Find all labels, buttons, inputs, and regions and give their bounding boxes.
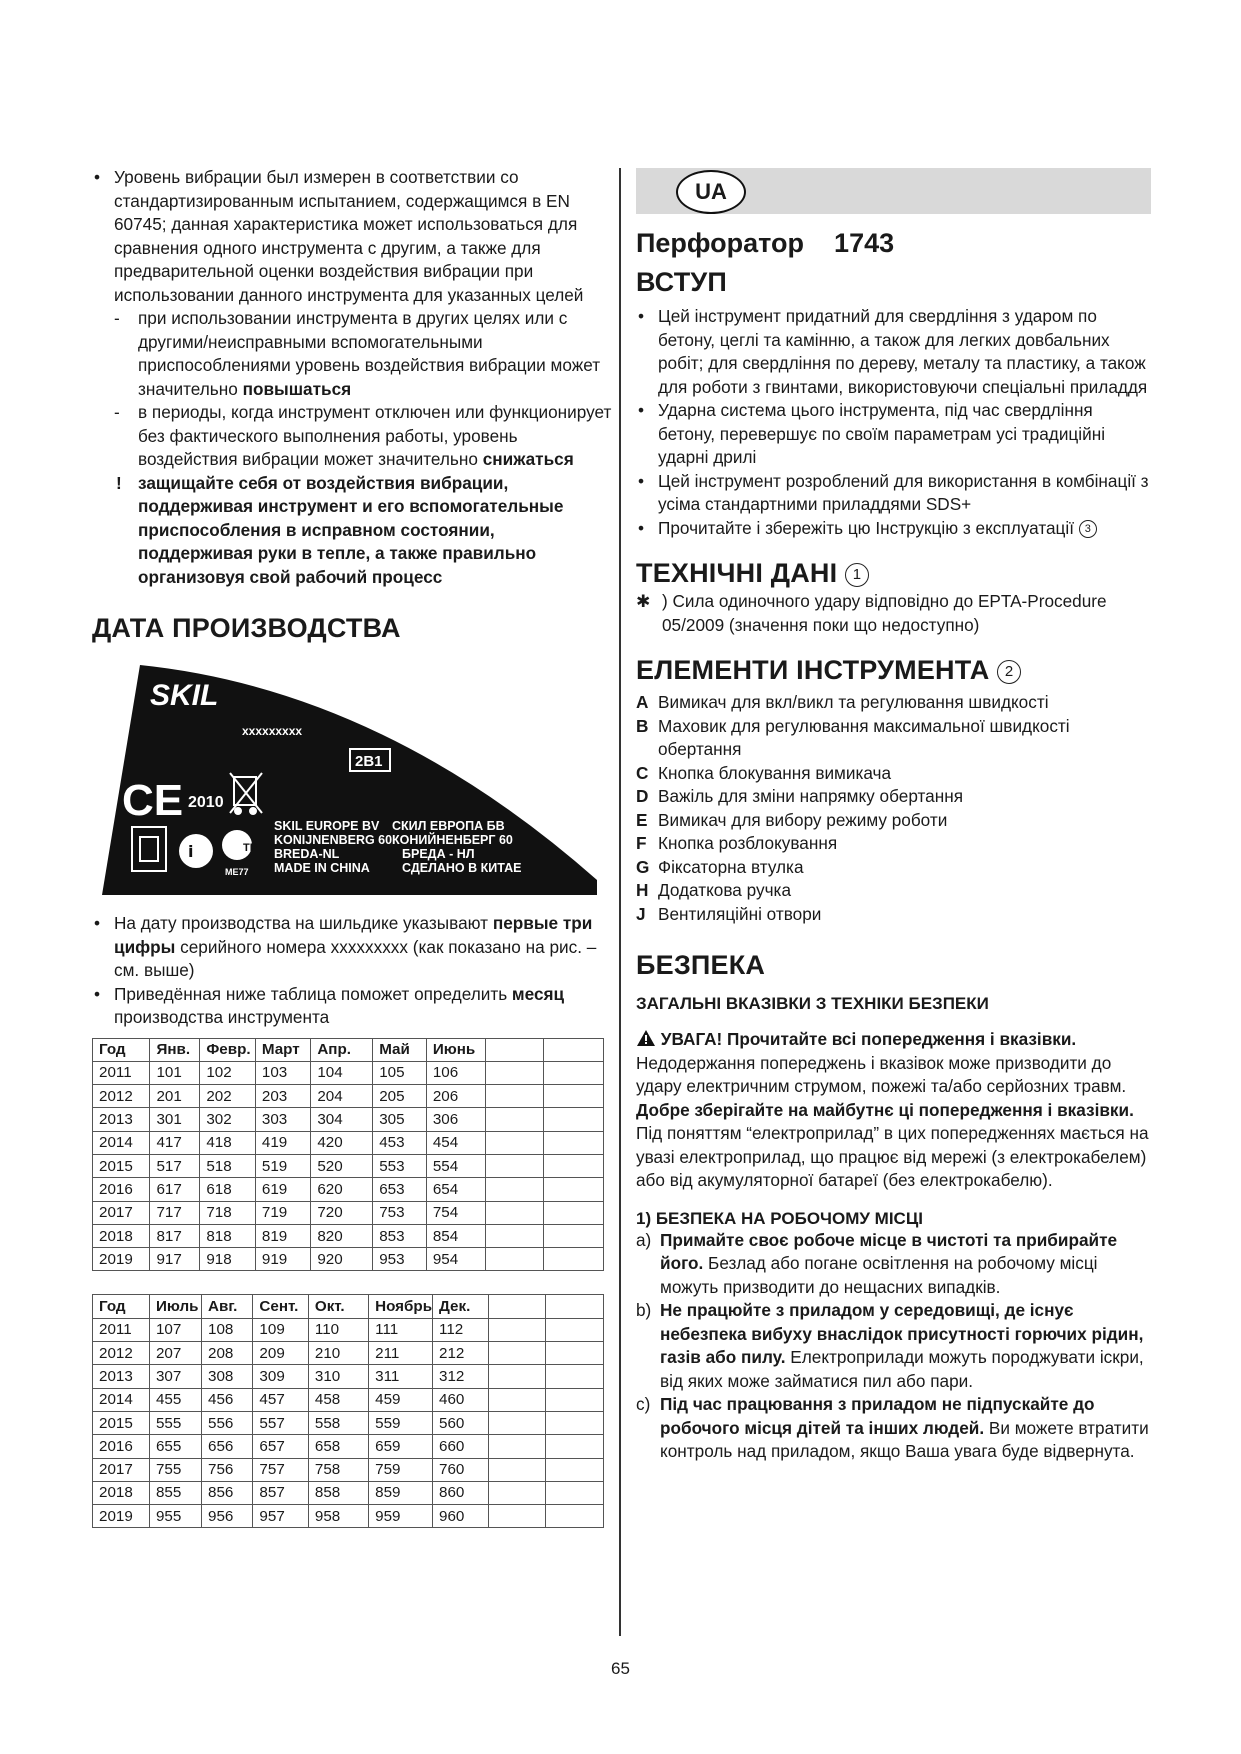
table-header-cell: Июль	[149, 1295, 201, 1318]
table-cell	[544, 1131, 604, 1154]
element-item: D Важіль для зміни напрямку обертання	[636, 786, 964, 806]
table-cell: 855	[149, 1481, 201, 1504]
svg-text:MADE IN CHINA: MADE IN CHINA	[274, 861, 370, 875]
table-cell	[489, 1481, 546, 1504]
table-cell: 2014	[93, 1388, 150, 1411]
table-row	[93, 1458, 604, 1481]
table-cell	[489, 1435, 546, 1458]
table-cell: 520	[311, 1154, 373, 1177]
table-cell: 853	[373, 1224, 427, 1247]
element-item: B Маховик для регулювання максимальної швидкості обертання	[636, 715, 1070, 759]
table-cell	[486, 1085, 544, 1108]
column-divider	[619, 168, 621, 1636]
table-cell: 101	[150, 1061, 200, 1084]
table-header-cell: Дек.	[433, 1295, 489, 1318]
table-header-cell: Май	[373, 1038, 427, 1061]
table-cell: 518	[200, 1154, 256, 1177]
table-cell: 755	[149, 1458, 201, 1481]
intro-bullet: • Цей інструмент придатний для свердління з ударом по бетону, цеглі та камінню, а також для легких довбальних робіт; для свердління по дереву, металу та пластику, а також для роботи з гвинтами, використовуючи спеціальні приладдя	[636, 305, 1151, 399]
table-cell	[545, 1458, 603, 1481]
table-cell: 2013	[93, 1365, 150, 1388]
table-header-cell	[545, 1295, 603, 1318]
table-cell	[486, 1201, 544, 1224]
table-header-row	[93, 1038, 604, 1061]
table-cell: 457	[253, 1388, 308, 1411]
table-cell: 305	[373, 1108, 427, 1131]
table-cell: 857	[253, 1481, 308, 1504]
table-cell: 203	[255, 1085, 310, 1108]
table-cell	[545, 1481, 603, 1504]
tech-heading: ТЕХНІЧНІ ДАНІ 1	[636, 556, 1151, 590]
table-cell	[486, 1178, 544, 1201]
table-cell	[545, 1388, 603, 1411]
table-header-cell: Авг.	[202, 1295, 253, 1318]
table-cell	[545, 1505, 603, 1528]
date-bullet-2: • Приведённая ниже таблица поможет определить месяц производства инструмента	[92, 983, 612, 1030]
table-cell: 756	[202, 1458, 253, 1481]
table-cell: 957	[253, 1505, 308, 1528]
table-cell	[545, 1435, 603, 1458]
table-cell: 112	[433, 1318, 489, 1341]
table-cell: 2019	[93, 1505, 150, 1528]
table-cell: 453	[373, 1131, 427, 1154]
table-cell: 417	[150, 1131, 200, 1154]
table-cell: 619	[255, 1178, 310, 1201]
svg-text:КОНИЙНЕНБЕРГ 60: КОНИЙНЕНБЕРГ 60	[392, 833, 513, 847]
table-cell: 308	[202, 1365, 253, 1388]
table-cell: 655	[149, 1435, 201, 1458]
table-cell: 108	[202, 1318, 253, 1341]
table-row	[93, 1061, 604, 1084]
table-cell: 303	[255, 1108, 310, 1131]
table-header-cell: Февр.	[200, 1038, 256, 1061]
svg-text:BREDA-NL: BREDA-NL	[274, 847, 340, 861]
table-row	[93, 1365, 604, 1388]
table-cell	[544, 1224, 604, 1247]
table-header-cell: Окт.	[308, 1295, 368, 1318]
vibration-dash-1: - при использовании инструмента в других целях или с другими/неисправными вспомогательными приспособлениями уровень воздействия вибрации может значительно повышаться	[114, 308, 601, 399]
table-cell: 658	[308, 1435, 368, 1458]
table-cell: 819	[255, 1224, 310, 1247]
plate-brand: SKIL	[150, 679, 219, 712]
table-cell: 754	[426, 1201, 486, 1224]
table-cell: 2019	[93, 1248, 150, 1271]
table-cell: 420	[311, 1131, 373, 1154]
table-cell	[544, 1201, 604, 1224]
element-item: H Додаткова ручка	[636, 880, 792, 900]
element-item: F Кнопка розблокування	[636, 833, 838, 853]
table-cell: 301	[150, 1108, 200, 1131]
svg-text:СДЕЛАНО В КИТАЕ: СДЕЛАНО В КИТАЕ	[402, 861, 522, 875]
table-cell: 2016	[93, 1178, 150, 1201]
table-cell	[486, 1224, 544, 1247]
element-item: C Кнопка блокування вимикача	[636, 762, 892, 783]
table-cell: 954	[426, 1248, 486, 1271]
table-cell: 519	[255, 1154, 310, 1177]
safety-subheading: ЗАГАЛЬНІ ВКАЗІВКИ З ТЕХНІКИ БЕЗПЕКИ	[636, 994, 989, 1013]
rating-plate-graphic	[92, 655, 602, 900]
table-cell: 858	[308, 1481, 368, 1504]
table-cell: 860	[433, 1481, 489, 1504]
table-cell: 818	[200, 1224, 256, 1247]
table-cell: 917	[150, 1248, 200, 1271]
language-bar	[636, 168, 1151, 214]
table-row	[93, 1201, 604, 1224]
table-cell: 110	[308, 1318, 368, 1341]
table-cell: 758	[308, 1458, 368, 1481]
table-cell: 106	[426, 1061, 486, 1084]
table-cell: 555	[149, 1411, 201, 1434]
element-item: A Вимикач для вкл/викл та регулювання швидкості	[636, 692, 1049, 712]
table-cell: 554	[426, 1154, 486, 1177]
table-cell: 207	[149, 1342, 201, 1365]
table-cell: 517	[150, 1154, 200, 1177]
table-cell: 111	[369, 1318, 433, 1341]
table-cell: 859	[369, 1481, 433, 1504]
table-cell	[489, 1318, 546, 1341]
table-row	[93, 1178, 604, 1201]
table-cell: 719	[255, 1201, 310, 1224]
table-cell	[545, 1318, 603, 1341]
table-header-row	[93, 1295, 604, 1318]
table-cell: 955	[149, 1505, 201, 1528]
table-cell: 211	[369, 1342, 433, 1365]
table-cell: 109	[253, 1318, 308, 1341]
table-cell	[544, 1154, 604, 1177]
table-cell: 620	[311, 1178, 373, 1201]
workplace-item: a) Примайте своє робоче місце в чистоті та прибирайте його. Безлад або погане освітлення на робочому місці можуть призводити до нещасних випадків.	[636, 1229, 1118, 1297]
table-cell: 311	[369, 1365, 433, 1388]
table-cell: 2012	[93, 1342, 150, 1365]
table-cell	[544, 1248, 604, 1271]
elements-list	[636, 691, 1151, 926]
table-header-cell	[489, 1295, 546, 1318]
table-cell: 759	[369, 1458, 433, 1481]
table-cell: 306	[426, 1108, 486, 1131]
table-cell: 312	[433, 1365, 489, 1388]
table-header-cell: Год	[93, 1038, 150, 1061]
table-cell: 920	[311, 1248, 373, 1271]
table-cell: 455	[149, 1388, 201, 1411]
table-row	[93, 1342, 604, 1365]
table-cell	[486, 1131, 544, 1154]
read-manual-icon	[179, 834, 213, 868]
table-cell: 558	[308, 1411, 368, 1434]
table-row	[93, 1085, 604, 1108]
table-cell: 105	[373, 1061, 427, 1084]
table-cell: 104	[311, 1061, 373, 1084]
table-cell: 102	[200, 1061, 256, 1084]
element-item: J Вентиляційні отвори	[636, 903, 822, 924]
table-cell: 959	[369, 1505, 433, 1528]
table-cell	[544, 1061, 604, 1084]
warning-triangle-icon	[636, 1029, 656, 1047]
table-cell: 2014	[93, 1131, 150, 1154]
workplace-list	[636, 1229, 1151, 1464]
figure-ref-3: 3	[1079, 520, 1097, 538]
table-row	[93, 1505, 604, 1528]
table-cell: 654	[426, 1178, 486, 1201]
table-cell: 307	[149, 1365, 201, 1388]
table-cell: 854	[426, 1224, 486, 1247]
table-cell: 953	[373, 1248, 427, 1271]
table-row	[93, 1411, 604, 1434]
svg-text:СКИЛ ЕВРОПА БВ: СКИЛ ЕВРОПА БВ	[392, 819, 505, 833]
vibration-warning: ! защищайте себя от воздействия вибрации, поддерживая инструмент и его вспомогательные приспособления в исправном состоянии, поддерживая руки в тепле, а также правильно организовуя свой рабочий процесс	[116, 472, 564, 587]
intro-list	[636, 305, 1151, 517]
table-row	[93, 1131, 604, 1154]
svg-text:ME77: ME77	[225, 867, 249, 877]
workplace-heading: 1) БЕЗПЕКА НА РОБОЧОМУ МІСЦІ	[636, 1208, 923, 1228]
table-header-cell	[544, 1038, 604, 1061]
workplace-item: b) Не працюйте з приладом у середовищі, де існує небезпека вибуху внаслідок присутності горючих рідин, газів або пилу. Електроприлади можуть породжувати іскри, від яких може займатися пил або пари.	[636, 1300, 1144, 1391]
table-cell	[544, 1108, 604, 1131]
table-header-cell: Ноябрь	[369, 1295, 433, 1318]
vibration-bullet: • Уровень вибрации был измерен в соответствии со стандартизированным испытанием, содержащимся в EN 60745; данная характеристика может использоваться для сравнения одного инструмента с другим, а также для предварительной оценки воздействия вибрации при использовании данного инструмента для указанных целей	[92, 166, 612, 307]
table-cell	[486, 1154, 544, 1177]
left-column	[92, 166, 612, 1528]
warning-paragraph: УВАГА! Прочитайте всі попередження і вказівки. Недодержання попереджень і вказівок може призводити до удару електричним струмом, пожежі та/або серйозних травм. Добре зберігайте на майбутнє ці попередження і вказівки. Під поняттям “електроприлад” в цих попередженнях мається на увазі електроприлад, що працює від мережі (з електрокабелем) або від акумуляторної батареї (без електрокабелю).	[636, 1029, 1149, 1190]
table-cell: 454	[426, 1131, 486, 1154]
tech-note: ✱ ) Сила одиночного удару відповідно до EPTA-Procedure 05/2009 (значення поки що недоступно)	[636, 591, 1107, 635]
table-cell: 956	[202, 1505, 253, 1528]
table-cell: 559	[369, 1411, 433, 1434]
plate-year: 2010	[188, 794, 224, 811]
table-cell: 204	[311, 1085, 373, 1108]
table-cell: 720	[311, 1201, 373, 1224]
rating-plate-image	[92, 655, 592, 900]
table-header-cell: Янв.	[150, 1038, 200, 1061]
table-header-cell: Сент.	[253, 1295, 308, 1318]
table-header-cell: Июнь	[426, 1038, 486, 1061]
table-cell: 556	[202, 1411, 253, 1434]
table-cell: 918	[200, 1248, 256, 1271]
table-cell	[544, 1178, 604, 1201]
table-cell: 660	[433, 1435, 489, 1458]
intro-heading: ВСТУП	[636, 267, 727, 297]
table-header-cell	[486, 1038, 544, 1061]
table-row	[93, 1248, 604, 1271]
intro-bullet-manual: • Прочитайте і збережіть цю Інструкцію з експлуатації 3	[636, 517, 1151, 541]
table-cell: 2011	[93, 1061, 150, 1084]
table-cell: 760	[433, 1458, 489, 1481]
table-cell: 201	[150, 1085, 200, 1108]
table-cell	[486, 1248, 544, 1271]
table-cell: 560	[433, 1411, 489, 1434]
table-cell	[489, 1505, 546, 1528]
table-cell: 553	[373, 1154, 427, 1177]
element-item: G Фіксаторна втулка	[636, 856, 804, 877]
table-header-cell: Год	[93, 1295, 150, 1318]
table-cell: 958	[308, 1505, 368, 1528]
table-cell: 206	[426, 1085, 486, 1108]
table-cell: 208	[202, 1342, 253, 1365]
table-cell	[489, 1411, 546, 1434]
table-cell: 659	[369, 1435, 433, 1458]
table-cell: 456	[202, 1388, 253, 1411]
product-title: Перфоратор 1743	[636, 228, 895, 258]
table-row	[93, 1154, 604, 1177]
table-cell: 817	[150, 1224, 200, 1247]
table-cell: 103	[255, 1061, 310, 1084]
table-cell: 302	[200, 1108, 256, 1131]
right-column	[636, 168, 1151, 1464]
table-cell: 717	[150, 1201, 200, 1224]
table-cell	[545, 1365, 603, 1388]
table-cell: 960	[433, 1505, 489, 1528]
table-cell: 418	[200, 1131, 256, 1154]
table-cell: 2017	[93, 1458, 150, 1481]
elements-heading: ЕЛЕМЕНТИ ІНСТРУМЕНТА 2	[636, 653, 1151, 687]
table-cell: 212	[433, 1342, 489, 1365]
months-table-1	[92, 1038, 604, 1272]
table-header-cell: Март	[255, 1038, 310, 1061]
table-row	[93, 1108, 604, 1131]
table-cell	[489, 1365, 546, 1388]
date-heading: ДАТА ПРОИЗВОДСТВА	[92, 613, 401, 643]
table-cell: 458	[308, 1388, 368, 1411]
table-cell: 2011	[93, 1318, 150, 1341]
workplace-item: c) Під час працювання з приладом не підпускайте до робочого місця дітей та інших людей. Ви можете втратити контроль над приладом, якщо Ваша увага буде відвернута.	[636, 1394, 1149, 1461]
table-cell: 617	[150, 1178, 200, 1201]
table-cell: 653	[373, 1178, 427, 1201]
language-badge: UA	[676, 170, 746, 214]
table-cell	[486, 1108, 544, 1131]
table-cell: 2015	[93, 1411, 150, 1434]
table-cell: 107	[149, 1318, 201, 1341]
table-row	[93, 1481, 604, 1504]
table-cell	[489, 1342, 546, 1365]
table-cell: 2018	[93, 1224, 150, 1247]
intro-bullet: • Цей інструмент розроблений для використання в комбінації з усіма стандартними приладдями SDS+	[636, 470, 1151, 517]
table-cell: 209	[253, 1342, 308, 1365]
table-cell	[486, 1061, 544, 1084]
table-cell: 656	[202, 1435, 253, 1458]
table-cell: 919	[255, 1248, 310, 1271]
element-item: E Вимикач для вибору режиму роботи	[636, 809, 948, 830]
table-header-cell: Апр.	[311, 1038, 373, 1061]
table-cell: 2017	[93, 1201, 150, 1224]
table-cell: 419	[255, 1131, 310, 1154]
plate-code: 2B1	[355, 753, 383, 770]
intro-bullet: • Ударна система цього інструмента, під час свердління бетону, перевершує по своїм параметрам усі традиційні ударні дрилі	[636, 399, 1151, 470]
table-cell	[545, 1342, 603, 1365]
months-table-2	[92, 1294, 604, 1528]
table-cell: 618	[200, 1178, 256, 1201]
date-bullet-1: • На дату производства на шильдике указывают первые три цифры серийного номера xxxxxxxxx (как показано на рис. – см. выше)	[92, 912, 612, 983]
table-cell: 2015	[93, 1154, 150, 1177]
table-cell: 753	[373, 1201, 427, 1224]
page-number: 65	[611, 1659, 630, 1678]
svg-text:SKIL EUROPE BV: SKIL EUROPE BV	[274, 819, 380, 833]
figure-ref-1: 1	[845, 563, 869, 587]
table-row	[93, 1224, 604, 1247]
plate-serial: xxxxxxxxx	[242, 724, 303, 738]
vibration-dash-2: - в периоды, когда инструмент отключен или функционирует без фактического выполнения работы, уровень воздействия вибрации может значительно снижаться	[114, 402, 612, 469]
table-cell: 2013	[93, 1108, 150, 1131]
table-cell: 202	[200, 1085, 256, 1108]
table-cell: 460	[433, 1388, 489, 1411]
table-cell: 718	[200, 1201, 256, 1224]
table-cell: 820	[311, 1224, 373, 1247]
table-cell: 310	[308, 1365, 368, 1388]
table-cell: 2018	[93, 1481, 150, 1504]
table-cell	[544, 1085, 604, 1108]
table-cell: 304	[311, 1108, 373, 1131]
table-cell: 657	[253, 1435, 308, 1458]
table-cell: 2012	[93, 1085, 150, 1108]
table-cell: 557	[253, 1411, 308, 1434]
table-cell	[489, 1388, 546, 1411]
ce-mark: CE	[122, 776, 184, 825]
table-cell	[545, 1411, 603, 1434]
table-row	[93, 1318, 604, 1341]
figure-ref-2: 2	[997, 660, 1021, 684]
svg-text:БРЕДА - НЛ: БРЕДА - НЛ	[402, 847, 475, 861]
safety-heading: БЕЗПЕКА	[636, 950, 766, 980]
table-row	[93, 1388, 604, 1411]
table-cell: 757	[253, 1458, 308, 1481]
table-cell: 856	[202, 1481, 253, 1504]
svg-text:i: i	[188, 842, 194, 861]
table-cell: 210	[308, 1342, 368, 1365]
table-cell: 205	[373, 1085, 427, 1108]
table-cell: 459	[369, 1388, 433, 1411]
svg-text:KONIJNENBERG 60: KONIJNENBERG 60	[274, 833, 393, 847]
table-cell: 309	[253, 1365, 308, 1388]
table-cell	[489, 1458, 546, 1481]
table-cell: 2016	[93, 1435, 150, 1458]
table-row	[93, 1435, 604, 1458]
svg-text:TP: TP	[243, 842, 258, 854]
